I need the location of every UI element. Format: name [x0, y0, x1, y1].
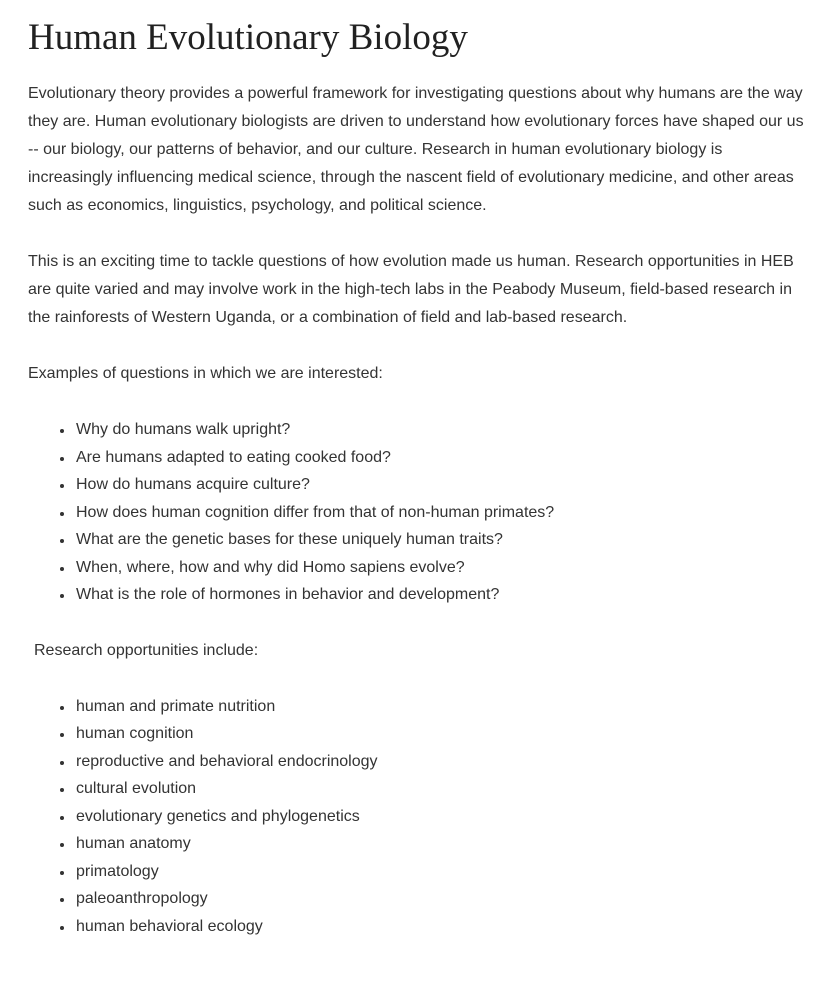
list-item: • paleoanthropology	[74, 885, 807, 913]
research-areas-list	[28, 693, 807, 941]
research-intro: Research opportunities include:	[34, 641, 259, 659]
list-item: • human cognition	[74, 720, 807, 748]
list-item: • reproductive and behavioral endocrinology	[74, 748, 807, 776]
list-item: • cultural evolution	[74, 775, 807, 803]
list-item: • What is the role of hormones in behavior and development?	[74, 581, 807, 609]
list-item: • human behavioral ecology	[74, 913, 807, 941]
list-item: • evolutionary genetics and phylogenetics	[74, 803, 807, 831]
list-item: • Are humans adapted to eating cooked food?	[74, 444, 807, 472]
list-item: • primatology	[74, 858, 807, 886]
list-item: • When, where, how and why did Homo sapiens evolve?	[74, 554, 807, 582]
list-item: • What are the genetic bases for these uniquely human traits?	[74, 526, 807, 554]
questions-list	[28, 416, 807, 609]
list-item: • How does human cognition differ from that of non-human primates?	[74, 499, 807, 527]
intro-paragraph: Evolutionary theory provides a powerful framework for investigating questions about why humans are the way they are. Human evolutionary biologists are driven to understand how evolutionary forces have shaped our us -- our biology, our patterns of behavior, and our culture. Research in human evolutionary biology is increasingly influencing medical science, through the nascent field of evolutionary medicine, and other areas such as economics, linguistics, psychology, and political science.	[28, 85, 804, 214]
page-title: Human Evolutionary Biology	[28, 17, 468, 58]
opportunities-paragraph: This is an exciting time to tackle questions of how evolution made us human. Research opportunities in HEB are quite varied and may involve work in the high-tech labs in the Peabody Museum, field-based research in the rainforests of Western Uganda, or a combination of field and lab-based research.	[28, 253, 794, 326]
list-item: • human anatomy	[74, 830, 807, 858]
questions-intro: Examples of questions in which we are interested:	[28, 365, 383, 382]
list-item: • human and primate nutrition	[74, 693, 807, 721]
list-item: • How do humans acquire culture?	[74, 471, 807, 499]
list-item: • Why do humans walk upright?	[74, 416, 807, 444]
